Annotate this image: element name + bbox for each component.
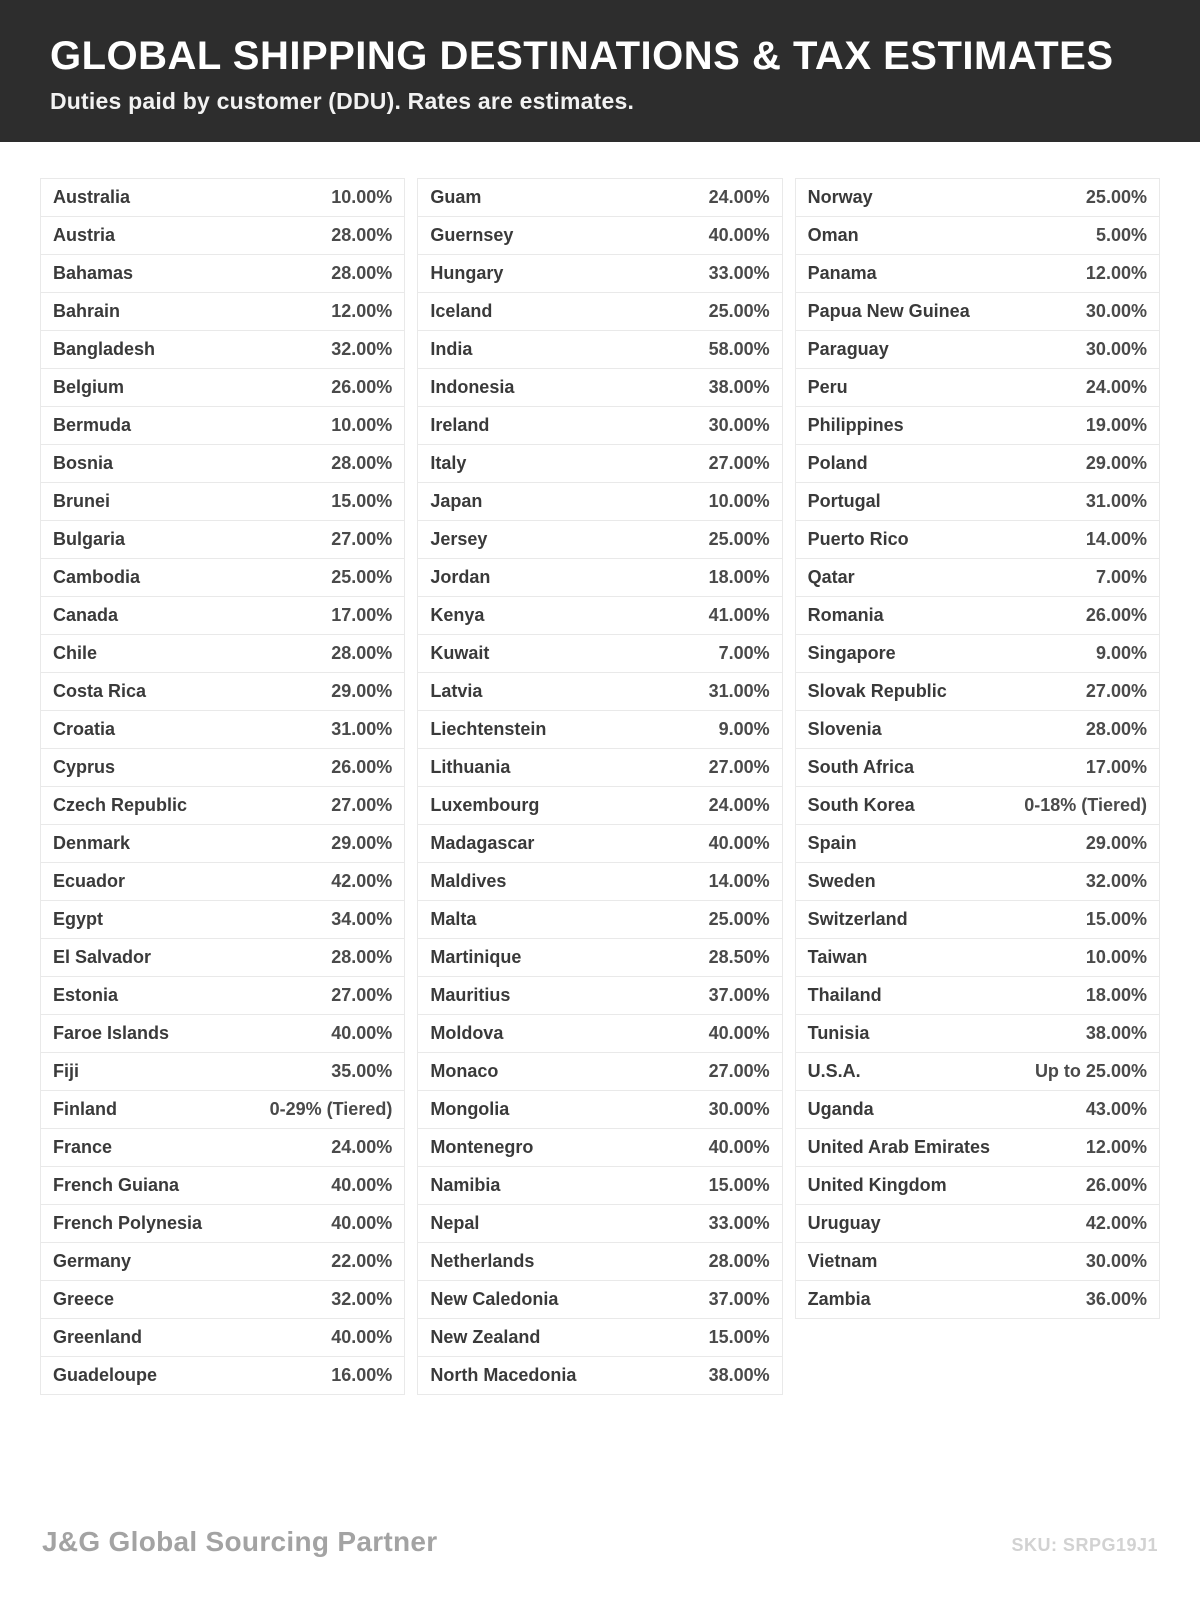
table-row	[40, 1166, 405, 1205]
country-name: Bosnia	[53, 453, 114, 473]
table-row	[795, 558, 1160, 597]
tax-rate: 24.00%	[708, 187, 770, 207]
table-row	[40, 482, 405, 521]
table-row	[40, 824, 405, 863]
tax-rate: 27.00%	[708, 757, 770, 777]
tax-rate: 15.00%	[331, 491, 393, 511]
tax-rate: 27.00%	[331, 795, 393, 815]
tax-rate: 27.00%	[331, 529, 393, 549]
table-row	[795, 976, 1160, 1015]
country-name: Spain	[807, 833, 857, 853]
country-name: Egypt	[53, 909, 104, 929]
country-name: Belgium	[53, 377, 125, 397]
tax-rate: 29.00%	[1085, 453, 1147, 473]
tax-rate: 0-18% (Tiered)	[1024, 795, 1147, 815]
table-row	[417, 1128, 782, 1167]
country-name: Denmark	[53, 833, 131, 853]
tax-rate: 10.00%	[331, 415, 393, 435]
tax-rate: 27.00%	[708, 453, 770, 473]
country-name: South Korea	[807, 795, 915, 815]
tax-rate: 27.00%	[331, 985, 393, 1005]
country-name: Mongolia	[430, 1099, 510, 1119]
country-name: Montenegro	[430, 1137, 534, 1157]
country-name: Faroe Islands	[53, 1023, 170, 1043]
tax-rate: 16.00%	[331, 1365, 393, 1385]
table-row	[417, 862, 782, 901]
country-name: Japan	[430, 491, 483, 511]
country-name: Croatia	[53, 719, 116, 739]
table-row	[795, 786, 1160, 825]
country-name: Hungary	[430, 263, 504, 283]
country-name: Ecuador	[53, 871, 126, 891]
country-name: Kuwait	[430, 643, 490, 663]
table-row	[417, 558, 782, 597]
country-name: Moldova	[430, 1023, 504, 1043]
table-row	[40, 406, 405, 445]
table-column-3	[795, 178, 1160, 1395]
tax-rate: 28.00%	[708, 1251, 770, 1271]
table-row	[795, 672, 1160, 711]
country-name: Maldives	[430, 871, 507, 891]
country-name: Brunei	[53, 491, 111, 511]
country-name: Papua New Guinea	[807, 301, 970, 321]
country-name: Martinique	[430, 947, 522, 967]
table-row	[40, 444, 405, 483]
country-name: Greenland	[53, 1327, 143, 1347]
country-name: Vietnam	[807, 1251, 878, 1271]
tax-rate: 40.00%	[708, 1137, 770, 1157]
country-name: Portugal	[807, 491, 881, 511]
country-name: Madagascar	[430, 833, 535, 853]
country-name: U.S.A.	[807, 1061, 861, 1081]
table-row	[795, 520, 1160, 559]
table-row	[417, 1318, 782, 1357]
country-name: Latvia	[430, 681, 483, 701]
table-row	[40, 786, 405, 825]
tax-rate: 25.00%	[708, 301, 770, 321]
tax-rate: 40.00%	[708, 1023, 770, 1043]
country-name: French Polynesia	[53, 1213, 203, 1233]
country-name: United Arab Emirates	[807, 1137, 991, 1157]
country-name: Puerto Rico	[807, 529, 909, 549]
country-name: Liechtenstein	[430, 719, 547, 739]
table-row	[417, 292, 782, 331]
country-name: Cyprus	[53, 757, 116, 777]
country-name: Greece	[53, 1289, 115, 1309]
table-row	[40, 330, 405, 369]
table-row	[40, 1356, 405, 1395]
table-row	[40, 976, 405, 1015]
tax-rate: 25.00%	[331, 567, 393, 587]
tax-rate: 40.00%	[331, 1213, 393, 1233]
table-row	[40, 862, 405, 901]
tax-rate: 25.00%	[708, 909, 770, 929]
sku-label: SKU: SRPG19J1	[1011, 1535, 1158, 1555]
table-row	[40, 672, 405, 711]
table-row	[795, 596, 1160, 635]
tax-rate: 10.00%	[331, 187, 393, 207]
tax-rate: 15.00%	[708, 1175, 770, 1195]
table-row	[40, 1128, 405, 1167]
country-name: New Zealand	[430, 1327, 541, 1347]
country-name: Estonia	[53, 985, 119, 1005]
country-name: Slovenia	[807, 719, 882, 739]
tax-rate: 26.00%	[1085, 1175, 1147, 1195]
table-row	[417, 748, 782, 787]
country-name: Switzerland	[807, 909, 908, 929]
country-name: Indonesia	[430, 377, 515, 397]
tax-rate: 30.00%	[708, 415, 770, 435]
country-name: Bangladesh	[53, 339, 156, 359]
page-subtitle: Duties paid by customer (DDU). Rates are estimates.	[50, 88, 635, 114]
table-row	[795, 1166, 1160, 1205]
table-row	[417, 1280, 782, 1319]
table-row	[40, 216, 405, 255]
table-row	[795, 178, 1160, 217]
table-row	[40, 748, 405, 787]
table-row	[417, 900, 782, 939]
table-row	[795, 1242, 1160, 1281]
tax-rate: 28.00%	[1085, 719, 1147, 739]
tax-rate: 34.00%	[331, 909, 393, 929]
country-name: Slovak Republic	[807, 681, 947, 701]
country-name: Chile	[53, 643, 98, 663]
table-row	[40, 254, 405, 293]
table-row	[417, 672, 782, 711]
table-row	[417, 824, 782, 863]
tax-rate: 40.00%	[708, 225, 770, 245]
tax-rate: Up to 25.00%	[1034, 1061, 1147, 1081]
table-row	[417, 1090, 782, 1129]
table-row	[417, 1166, 782, 1205]
tax-rate: 32.00%	[331, 339, 393, 359]
table-row	[417, 406, 782, 445]
country-name: Bahrain	[53, 301, 121, 321]
table-row	[795, 634, 1160, 673]
table-row	[40, 900, 405, 939]
tax-rate: 10.00%	[1085, 947, 1147, 967]
tax-rate: 28.00%	[331, 225, 393, 245]
tax-rate: 37.00%	[708, 1289, 770, 1309]
table-row	[417, 1356, 782, 1395]
tax-rate: 24.00%	[708, 795, 770, 815]
country-name: Jersey	[430, 529, 488, 549]
tax-rate: 42.00%	[1085, 1213, 1147, 1233]
table-row	[795, 406, 1160, 445]
tax-rate: 29.00%	[1085, 833, 1147, 853]
tax-rate: 22.00%	[331, 1251, 393, 1271]
table-row	[417, 710, 782, 749]
table-row	[417, 1014, 782, 1053]
country-name: Oman	[807, 225, 859, 245]
table-row	[40, 1318, 405, 1357]
table-row	[795, 1052, 1160, 1091]
tax-rate: 28.00%	[331, 643, 393, 663]
tax-rate: 33.00%	[708, 263, 770, 283]
table-row	[40, 1090, 405, 1129]
tax-rate: 30.00%	[1085, 1251, 1147, 1271]
tax-rate: 30.00%	[1085, 339, 1147, 359]
page-header	[0, 0, 1200, 142]
country-name: Tunisia	[807, 1023, 870, 1043]
country-name: Guernsey	[430, 225, 514, 245]
country-name: Guadeloupe	[53, 1365, 158, 1385]
table-row	[795, 862, 1160, 901]
tax-rate: 27.00%	[708, 1061, 770, 1081]
country-name: Sweden	[807, 871, 876, 891]
tax-rate: 41.00%	[708, 605, 770, 625]
tax-rate: 43.00%	[1085, 1099, 1147, 1119]
country-name: Zambia	[807, 1289, 871, 1309]
table-column-1	[40, 178, 405, 1395]
table-row	[795, 1014, 1160, 1053]
tax-rate: 31.00%	[708, 681, 770, 701]
tax-rate: 18.00%	[1085, 985, 1147, 1005]
table-row	[40, 558, 405, 597]
table-row	[40, 710, 405, 749]
table-row	[417, 178, 782, 217]
table-row	[40, 520, 405, 559]
country-name: Paraguay	[807, 339, 889, 359]
country-name: Finland	[53, 1099, 117, 1119]
table-row	[795, 444, 1160, 483]
table-row	[40, 938, 405, 977]
tax-rate: 58.00%	[708, 339, 770, 359]
tax-rate: 29.00%	[331, 833, 393, 853]
table-row	[417, 254, 782, 293]
tax-rate: 35.00%	[331, 1061, 393, 1081]
tax-rate: 40.00%	[708, 833, 770, 853]
country-name: Singapore	[807, 643, 896, 663]
tax-rate: 17.00%	[1085, 757, 1147, 777]
tax-rate: 12.00%	[331, 301, 393, 321]
tax-rate: 30.00%	[1085, 301, 1147, 321]
tax-rate: 31.00%	[331, 719, 393, 739]
table-row	[795, 368, 1160, 407]
country-name: Uganda	[807, 1099, 874, 1119]
country-name: Czech Republic	[53, 795, 188, 815]
table-row	[40, 1052, 405, 1091]
country-name: Romania	[807, 605, 884, 625]
tax-rate: 38.00%	[708, 1365, 770, 1385]
table-row	[795, 1280, 1160, 1319]
tax-rate: 17.00%	[331, 605, 393, 625]
country-name: Mauritius	[430, 985, 511, 1005]
country-name: France	[53, 1137, 113, 1157]
table-row	[795, 216, 1160, 255]
table-row	[795, 254, 1160, 293]
tax-rate: 24.00%	[1085, 377, 1147, 397]
table-row	[417, 1052, 782, 1091]
tax-rate: 19.00%	[1085, 415, 1147, 435]
table-row	[417, 1204, 782, 1243]
country-name: Peru	[807, 377, 848, 397]
tax-rate: 26.00%	[331, 757, 393, 777]
tax-rate: 28.50%	[708, 947, 770, 967]
table-row	[417, 596, 782, 635]
tax-rate: 14.00%	[708, 871, 770, 891]
country-name: Germany	[53, 1251, 132, 1271]
tax-rate: 40.00%	[331, 1327, 393, 1347]
country-name: Malta	[430, 909, 477, 929]
country-name: Thailand	[807, 985, 882, 1005]
tax-rate: 28.00%	[331, 263, 393, 283]
tax-rate: 26.00%	[331, 377, 393, 397]
tax-rate: 33.00%	[708, 1213, 770, 1233]
country-name: Qatar	[807, 567, 855, 587]
country-name: Australia	[53, 187, 131, 207]
table-row	[417, 482, 782, 521]
country-name: Uruguay	[807, 1213, 881, 1233]
table-row	[40, 1280, 405, 1319]
tax-rate-table	[0, 142, 1200, 1395]
country-name: South Africa	[807, 757, 914, 777]
tax-rate: 42.00%	[331, 871, 393, 891]
table-row	[417, 634, 782, 673]
country-name: Costa Rica	[53, 681, 147, 701]
tax-rate: 15.00%	[708, 1327, 770, 1347]
table-row	[40, 292, 405, 331]
tax-rate: 7.00%	[1095, 567, 1147, 587]
tax-rate: 38.00%	[1085, 1023, 1147, 1043]
table-column-2	[417, 178, 782, 1395]
tax-rate: 30.00%	[708, 1099, 770, 1119]
country-name: Jordan	[430, 567, 491, 587]
table-row	[795, 1090, 1160, 1129]
tax-rate: 38.00%	[708, 377, 770, 397]
country-name: Iceland	[430, 301, 493, 321]
country-name: Nepal	[430, 1213, 480, 1233]
tax-rate: 36.00%	[1085, 1289, 1147, 1309]
tax-rate: 37.00%	[708, 985, 770, 1005]
table-row	[417, 520, 782, 559]
tax-rate: 18.00%	[708, 567, 770, 587]
country-name: India	[430, 339, 473, 359]
country-name: North Macedonia	[430, 1365, 577, 1385]
country-name: Italy	[430, 453, 467, 473]
country-name: Namibia	[430, 1175, 501, 1195]
tax-rate: 32.00%	[331, 1289, 393, 1309]
country-name: Guam	[430, 187, 482, 207]
tax-rate: 7.00%	[718, 643, 770, 663]
table-row	[417, 216, 782, 255]
country-name: Netherlands	[430, 1251, 535, 1271]
table-row	[40, 178, 405, 217]
country-name: Monaco	[430, 1061, 499, 1081]
tax-rate: 28.00%	[331, 947, 393, 967]
tax-rate: 0-29% (Tiered)	[269, 1099, 393, 1119]
table-row	[795, 938, 1160, 977]
table-row	[795, 1204, 1160, 1243]
page-footer	[0, 1526, 1200, 1558]
table-row	[417, 330, 782, 369]
tax-rate: 31.00%	[1085, 491, 1147, 511]
country-name: Norway	[807, 187, 873, 207]
table-row	[795, 824, 1160, 863]
country-name: Bahamas	[53, 263, 134, 283]
table-row	[795, 292, 1160, 331]
country-name: Luxembourg	[430, 795, 540, 815]
country-name: Poland	[807, 453, 868, 473]
tax-rate: 15.00%	[1085, 909, 1147, 929]
country-name: Taiwan	[807, 947, 868, 967]
tax-rate: 12.00%	[1085, 263, 1147, 283]
tax-rate: 26.00%	[1085, 605, 1147, 625]
tax-rate: 27.00%	[1085, 681, 1147, 701]
tax-rate: 32.00%	[1085, 871, 1147, 891]
tax-rate: 28.00%	[331, 453, 393, 473]
country-name: Fiji	[53, 1061, 79, 1081]
tax-rate: 14.00%	[1085, 529, 1147, 549]
country-name: French Guiana	[53, 1175, 180, 1195]
country-name: El Salvador	[53, 947, 152, 967]
country-name: Bulgaria	[53, 529, 126, 549]
tax-rate: 9.00%	[718, 719, 770, 739]
tax-rate: 5.00%	[1095, 225, 1147, 245]
country-name: United Kingdom	[807, 1175, 947, 1195]
table-row	[795, 710, 1160, 749]
tax-rate: 24.00%	[331, 1137, 393, 1157]
table-row	[795, 1128, 1160, 1167]
tax-rate: 25.00%	[708, 529, 770, 549]
country-name: Cambodia	[53, 567, 141, 587]
tax-rate: 12.00%	[1085, 1137, 1147, 1157]
table-row	[417, 368, 782, 407]
country-name: New Caledonia	[430, 1289, 559, 1309]
table-row	[795, 748, 1160, 787]
table-row	[795, 330, 1160, 369]
tax-rate: 40.00%	[331, 1175, 393, 1195]
country-name: Panama	[807, 263, 877, 283]
table-row	[40, 634, 405, 673]
page-title: GLOBAL SHIPPING DESTINATIONS & TAX ESTIMATES	[50, 34, 1114, 78]
country-name: Philippines	[807, 415, 904, 435]
brand-name: J&G Global Sourcing Partner	[42, 1526, 438, 1557]
table-row	[417, 444, 782, 483]
tax-rate: 29.00%	[331, 681, 393, 701]
tax-rate: 25.00%	[1085, 187, 1147, 207]
tax-rate: 40.00%	[331, 1023, 393, 1043]
table-row	[40, 1204, 405, 1243]
table-row	[795, 900, 1160, 939]
country-name: Austria	[53, 225, 116, 245]
table-row	[40, 368, 405, 407]
table-row	[40, 1242, 405, 1281]
table-row	[417, 976, 782, 1015]
table-row	[417, 786, 782, 825]
country-name: Ireland	[430, 415, 490, 435]
table-row	[40, 1014, 405, 1053]
table-row	[417, 938, 782, 977]
country-name: Lithuania	[430, 757, 511, 777]
table-row	[40, 596, 405, 635]
country-name: Kenya	[430, 605, 485, 625]
country-name: Bermuda	[53, 415, 132, 435]
tax-rate: 9.00%	[1095, 643, 1147, 663]
table-row	[795, 482, 1160, 521]
table-row	[417, 1242, 782, 1281]
country-name: Canada	[53, 605, 119, 625]
tax-rate: 10.00%	[708, 491, 770, 511]
